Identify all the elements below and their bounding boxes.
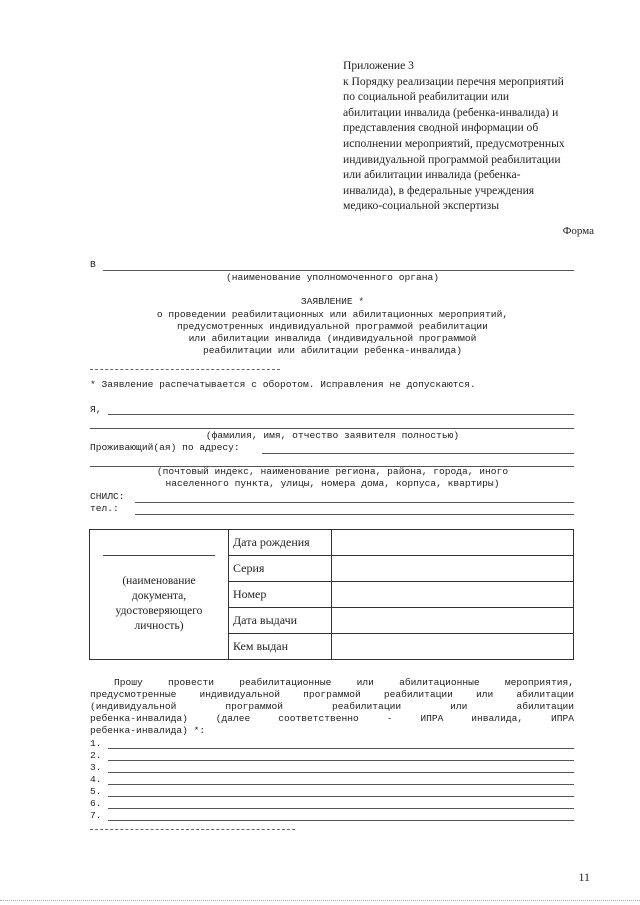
item-number: 6.: [90, 798, 102, 809]
document-caption-line: удостоверяющего: [115, 605, 203, 617]
statement-title-line: или абилитации инвалида (индивидуальной программой: [188, 333, 477, 344]
request-word: провести: [168, 677, 215, 688]
phone-label: тел.:: [90, 503, 119, 514]
organ-name-field[interactable]: [103, 270, 574, 271]
item-field[interactable]: [108, 760, 574, 761]
request-line: [90, 713, 574, 725]
item-number: 1.: [90, 738, 102, 749]
appendix-line: к Порядку реализации перечня мероприятий: [343, 74, 564, 88]
id-document-name-cell[interactable]: [90, 530, 229, 660]
request-word: ребенка-инвалида): [90, 713, 188, 724]
request-word: мероприятия,: [504, 677, 574, 688]
address-caption: населенного пункта, улицы, номера дома, корпуса, квартиры): [165, 478, 500, 489]
request-word: реабилитации: [332, 701, 402, 712]
request-word: абилитации: [516, 689, 574, 700]
request-word: или: [476, 689, 494, 700]
request-word: реабилитационные: [239, 677, 332, 688]
item-number: 7.: [90, 810, 102, 821]
document-name-line: [103, 555, 215, 556]
request-word: инвалида,: [471, 713, 524, 724]
item-number: 2.: [90, 750, 102, 761]
footnote-separator: [90, 369, 280, 370]
issued-by-value[interactable]: [332, 634, 574, 660]
request-line: [90, 701, 574, 713]
v-prefix: В: [90, 259, 96, 270]
request-paragraph: [90, 677, 574, 737]
document-caption-line: личность): [134, 620, 184, 632]
birth-date-label: Дата рождения: [229, 530, 332, 556]
document-caption-line: (наименование: [122, 575, 196, 587]
organ-caption: (наименование уполномоченного органа): [225, 272, 440, 283]
request-word: соответственно: [278, 713, 359, 724]
document-caption-line: документа,: [131, 590, 187, 602]
series-label: Серия: [229, 556, 332, 582]
appendix-line: Приложение 3: [343, 59, 414, 72]
phone-field[interactable]: [135, 514, 574, 515]
request-word: или: [356, 677, 374, 688]
address-field[interactable]: [262, 453, 574, 454]
request-word: реабилитации: [383, 689, 453, 700]
appendix-line: инвалида), в федеральные учреждения: [343, 183, 535, 197]
item-field[interactable]: [108, 808, 574, 809]
request-word: -: [386, 713, 393, 724]
form-label: Форма: [562, 225, 594, 237]
issue-date-label: Дата выдачи: [229, 608, 332, 634]
item-number: 5.: [90, 786, 102, 797]
address-label: Проживающий(ая) по адресу:: [90, 442, 240, 453]
applicant-name-field[interactable]: [108, 414, 574, 415]
id-document-table: [89, 529, 574, 660]
appendix-line: медико-социальной экспертизы: [343, 199, 500, 213]
request-word: ИПРА: [551, 713, 575, 724]
applicant-name-field-2[interactable]: [90, 428, 574, 429]
request-word: абилитации: [516, 701, 575, 712]
address-caption: (почтовый индекс, наименование региона, района, города, иного: [156, 466, 509, 477]
statement-title-line: о проведении реабилитационных или абилитационных мероприятий,: [156, 309, 509, 320]
request-word: или: [450, 701, 468, 712]
appendix-line: представления сводной информации об: [343, 121, 539, 135]
request-word: (далее: [215, 713, 251, 724]
request-line: [90, 677, 574, 689]
snils-label: СНИЛС:: [90, 491, 125, 502]
item-field[interactable]: [108, 820, 574, 821]
request-word: программой: [303, 689, 361, 700]
request-word: Прошу: [114, 677, 143, 688]
name-caption: (фамилия, имя, отчество заявителя полностью): [205, 430, 460, 441]
request-word: предусмотренные: [90, 689, 177, 700]
appendix-header: [343, 58, 603, 214]
statement-heading: ЗАЯВЛЕНИЕ *: [300, 296, 365, 307]
series-value[interactable]: [332, 556, 574, 582]
request-word: абилитационные: [399, 677, 480, 688]
item-number: 4.: [90, 774, 102, 785]
request-last-line: ребенка-инвалида) *:: [90, 725, 206, 736]
appendix-line: по социальной реабилитации или: [343, 90, 510, 104]
statement-title-line: реабилитации или абилитации ребенка-инвалида): [202, 345, 463, 356]
birth-date-value[interactable]: [332, 530, 574, 556]
request-line: [90, 689, 574, 701]
page-number: 11: [578, 870, 590, 884]
snils-field[interactable]: [135, 502, 574, 503]
item-field[interactable]: [108, 784, 574, 785]
issued-by-label: Кем выдан: [229, 634, 332, 660]
request-word: (индивидуальной: [90, 701, 177, 712]
footnote: * Заявление распечатывается с оборотом. Исправления не допускаются.: [90, 379, 476, 390]
item-field[interactable]: [108, 796, 574, 797]
number-value[interactable]: [332, 582, 574, 608]
item-number: 3.: [90, 762, 102, 773]
statement-title-line: предусмотренных индивидуальной программой реабилитации: [177, 321, 488, 332]
ya-label: Я,: [90, 404, 102, 415]
item-field[interactable]: [108, 772, 574, 773]
page-edge: [0, 900, 640, 901]
item-field[interactable]: [108, 748, 574, 749]
request-word: ИПРА: [420, 713, 444, 724]
issue-date-value[interactable]: [332, 608, 574, 634]
appendix-line: абилитации инвалида (ребенка-инвалида) и: [343, 105, 559, 119]
request-word: программой: [225, 701, 283, 712]
appendix-line: исполнении мероприятий, предусмотренных: [343, 136, 565, 150]
appendix-line: или абилитации инвалида (ребенка-: [343, 168, 521, 182]
number-label: Номер: [229, 582, 332, 608]
appendix-line: индивидуальной программой реабилитации: [343, 152, 561, 166]
footnote-separator: [90, 829, 295, 830]
request-word: индивидуальной: [199, 689, 281, 700]
